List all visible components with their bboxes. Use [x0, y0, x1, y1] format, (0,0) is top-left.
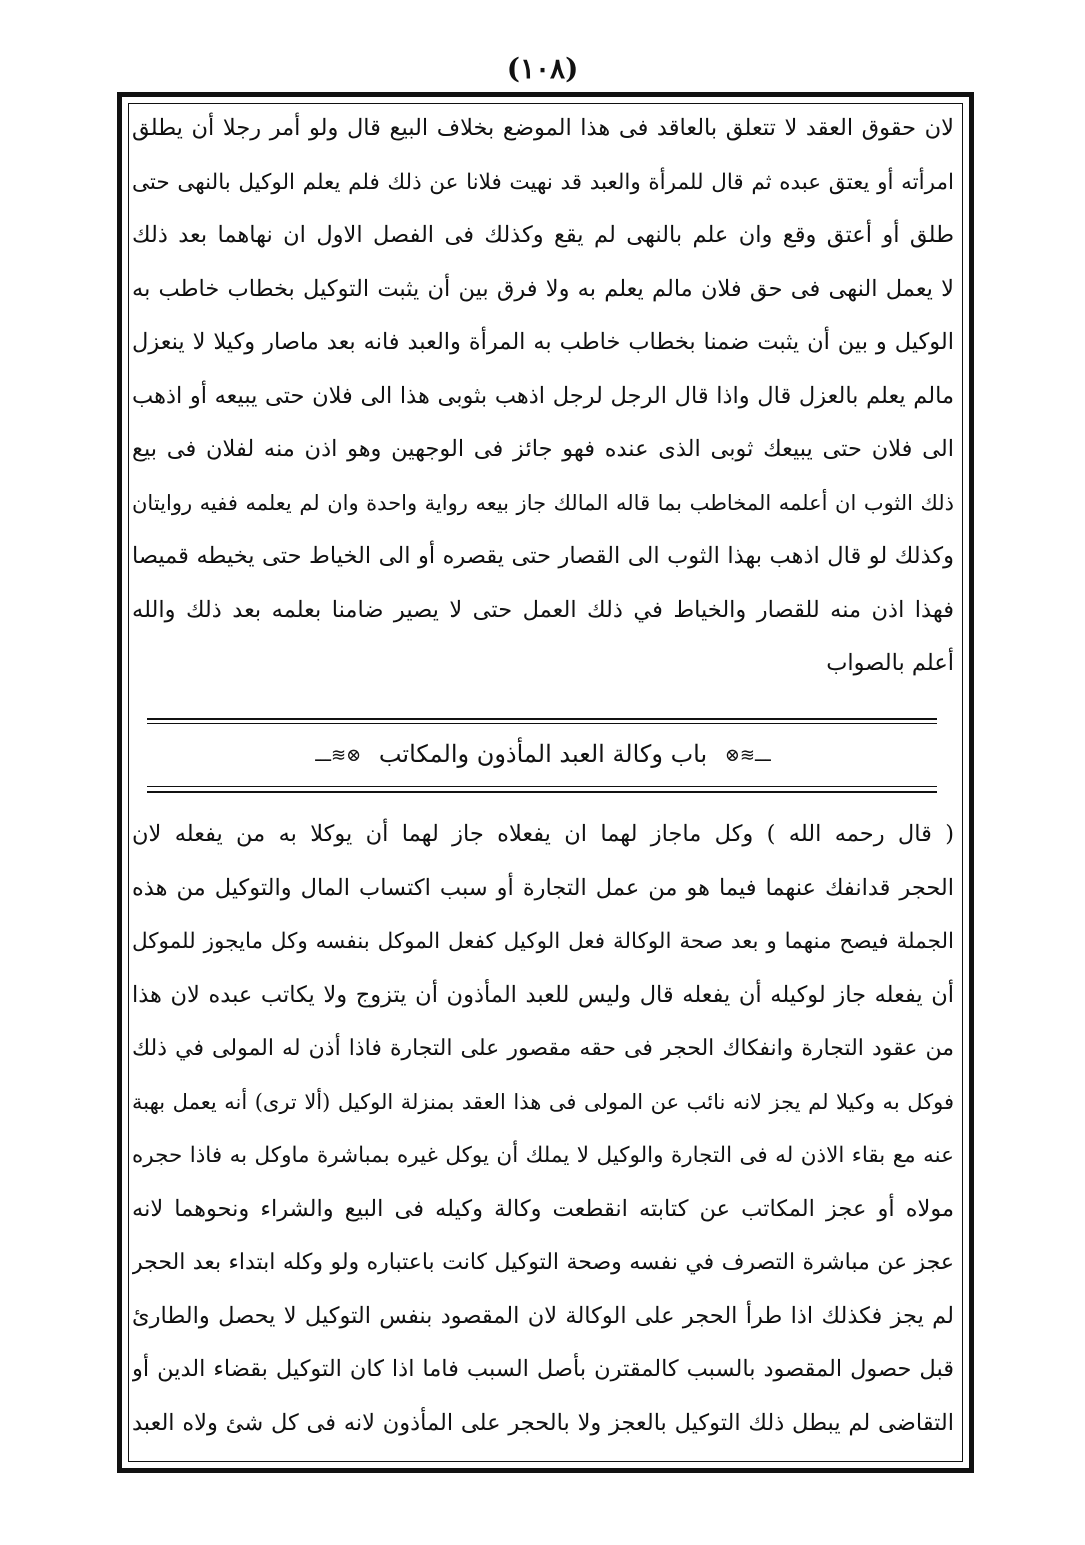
- section-divider-bottom: [147, 791, 937, 793]
- chapter-title: باب وكالة العبد المأذون والمكاتب: [378, 740, 708, 768]
- heading-ornament-right: ـــ≋⊗: [724, 744, 771, 766]
- text-line: عنه مع بقاء الاذن له فى التجارة والوكيل لا يملك أن يوكل غيره بمباشرة ماوكل به فاذا حجره: [132, 1143, 954, 1168]
- text-line: الجملة فيصح منهما و بعد صحة الوكالة فعل الوكيل كفعل الموكل بنفسه وكل مايجوز للموكل: [132, 929, 954, 954]
- lower-text-block: [132, 808, 954, 1450]
- text-line: ( قال رحمه الله ) وكل ماجاز لهما ان يفعلاه جاز لهما أن يوكلا به من يفعله لان: [132, 821, 954, 847]
- page-number: (١٠٨): [506, 52, 579, 85]
- section-divider-top-thin: [147, 723, 937, 724]
- upper-text-block: [132, 102, 954, 691]
- text-line: أعلم بالصواب: [826, 650, 954, 676]
- text-line: فهذا اذن منه للقصار والخياط في ذلك العمل حتى لا يصير ضامنا بعلمه بعد ذلك والله: [132, 596, 954, 623]
- text-line: ذلك الثوب ان أعلمه المخاطب بما قاله المالك جاز بيعه رواية واحدة وان لم يعلمه ففيه روايتان: [132, 490, 954, 515]
- text-line: قبل حصول المقصود بالسبب كالمقترن بأصل السبب فاما اذا كان التوكيل بقضاء الدين أو: [132, 1356, 954, 1382]
- text-line: مولاه أو عجز المكاتب عن كتابته انقطعت وكالة وكيله فى البيع والشراء ونحوهما لانه: [132, 1195, 954, 1222]
- text-line: من عقود التجارة وانفكاك الحجر فى حقه مقصور على التجارة فاذا أذن له المولى في ذلك: [132, 1036, 954, 1061]
- text-line: لم يجز فكذلك اذا طرأ الحجر على الوكالة لان المقصود بنفس التوكيل لا يحصل والطارئ: [132, 1302, 954, 1329]
- text-line: الى فلان حتى يبيعك ثوبى الذى عنده فهو جائز فى الوجهين وهو اذن منه لفلان فى بيع: [132, 436, 954, 462]
- heading-ornament-left: ⊗≋ـــ: [315, 744, 362, 766]
- text-line: أن يفعله جاز لوكيله أن يفعله قال وليس للعبد المأذون أن يتزوج ولا يكاتب عبده لان هذا: [132, 981, 954, 1008]
- text-line: الحجر قدانفك عنهما فيما هو من عمل التجارة أو سبب اكتساب المال والتوكيل من هذه: [132, 874, 954, 901]
- text-line: لان حقوق العقد لا تتعلق بالعاقد فى هذا الموضع بخلاف البيع قال ولو أمر رجلا أن يطلق: [132, 115, 954, 141]
- text-line: وكذلك لو قال اذهب بهذا الثوب الى القصار حتى يقصره أو الى الخياط حتى يخيطه قميصا: [132, 543, 954, 569]
- text-line: مالم يعلم بالعزل قال واذا قال الرجل لرجل اذهب بثوبى هذا الى فلان حتى يبيعه أو اذهب: [132, 382, 954, 409]
- text-line: الوكيل و بين أن يثبت ضمنا بخطاب خاطب به المرأة والعبد فانه بعد ماصار وكيلا لا ينعزل: [132, 329, 954, 355]
- text-line: امرأته أو يعتق عبده ثم قال للمرأة والعبد قد نهيت فلانا عن ذلك فلم يعلم الوكيل بالنهى حتى: [132, 169, 954, 195]
- text-line: عجز عن مباشرة التصرف في نفسه وصحة التوكيل كانت باعتباره ولو وكله ابتداء بعد الحجر: [132, 1250, 954, 1275]
- chapter-heading: [132, 726, 954, 782]
- text-line: التقاضى لم يبطل ذلك التوكيل بالعجز ولا بالحجر على المأذون لانه فى كل شئ ولاه العبد: [132, 1409, 954, 1436]
- text-line: لا يعمل النهى فى حق فلان مالم يعلم به ولا فرق بين أن يثبت التوكيل بخطاب خاطب به: [132, 275, 954, 302]
- text-line: فوكل به وكيلا لم يجز لانه نائب عن المولى فى هذا العقد بمنزلة الوكيل (ألا ترى) أنه يعمل بهبة: [132, 1089, 954, 1114]
- text-line: طلق أو أعتق وقع وان علم بالنهى لم يقع وكذلك فى الفصل الاول ان نهاهما بعد ذلك: [132, 222, 954, 248]
- section-divider-bottom-thin: [147, 786, 937, 787]
- section-divider-top: [147, 718, 937, 720]
